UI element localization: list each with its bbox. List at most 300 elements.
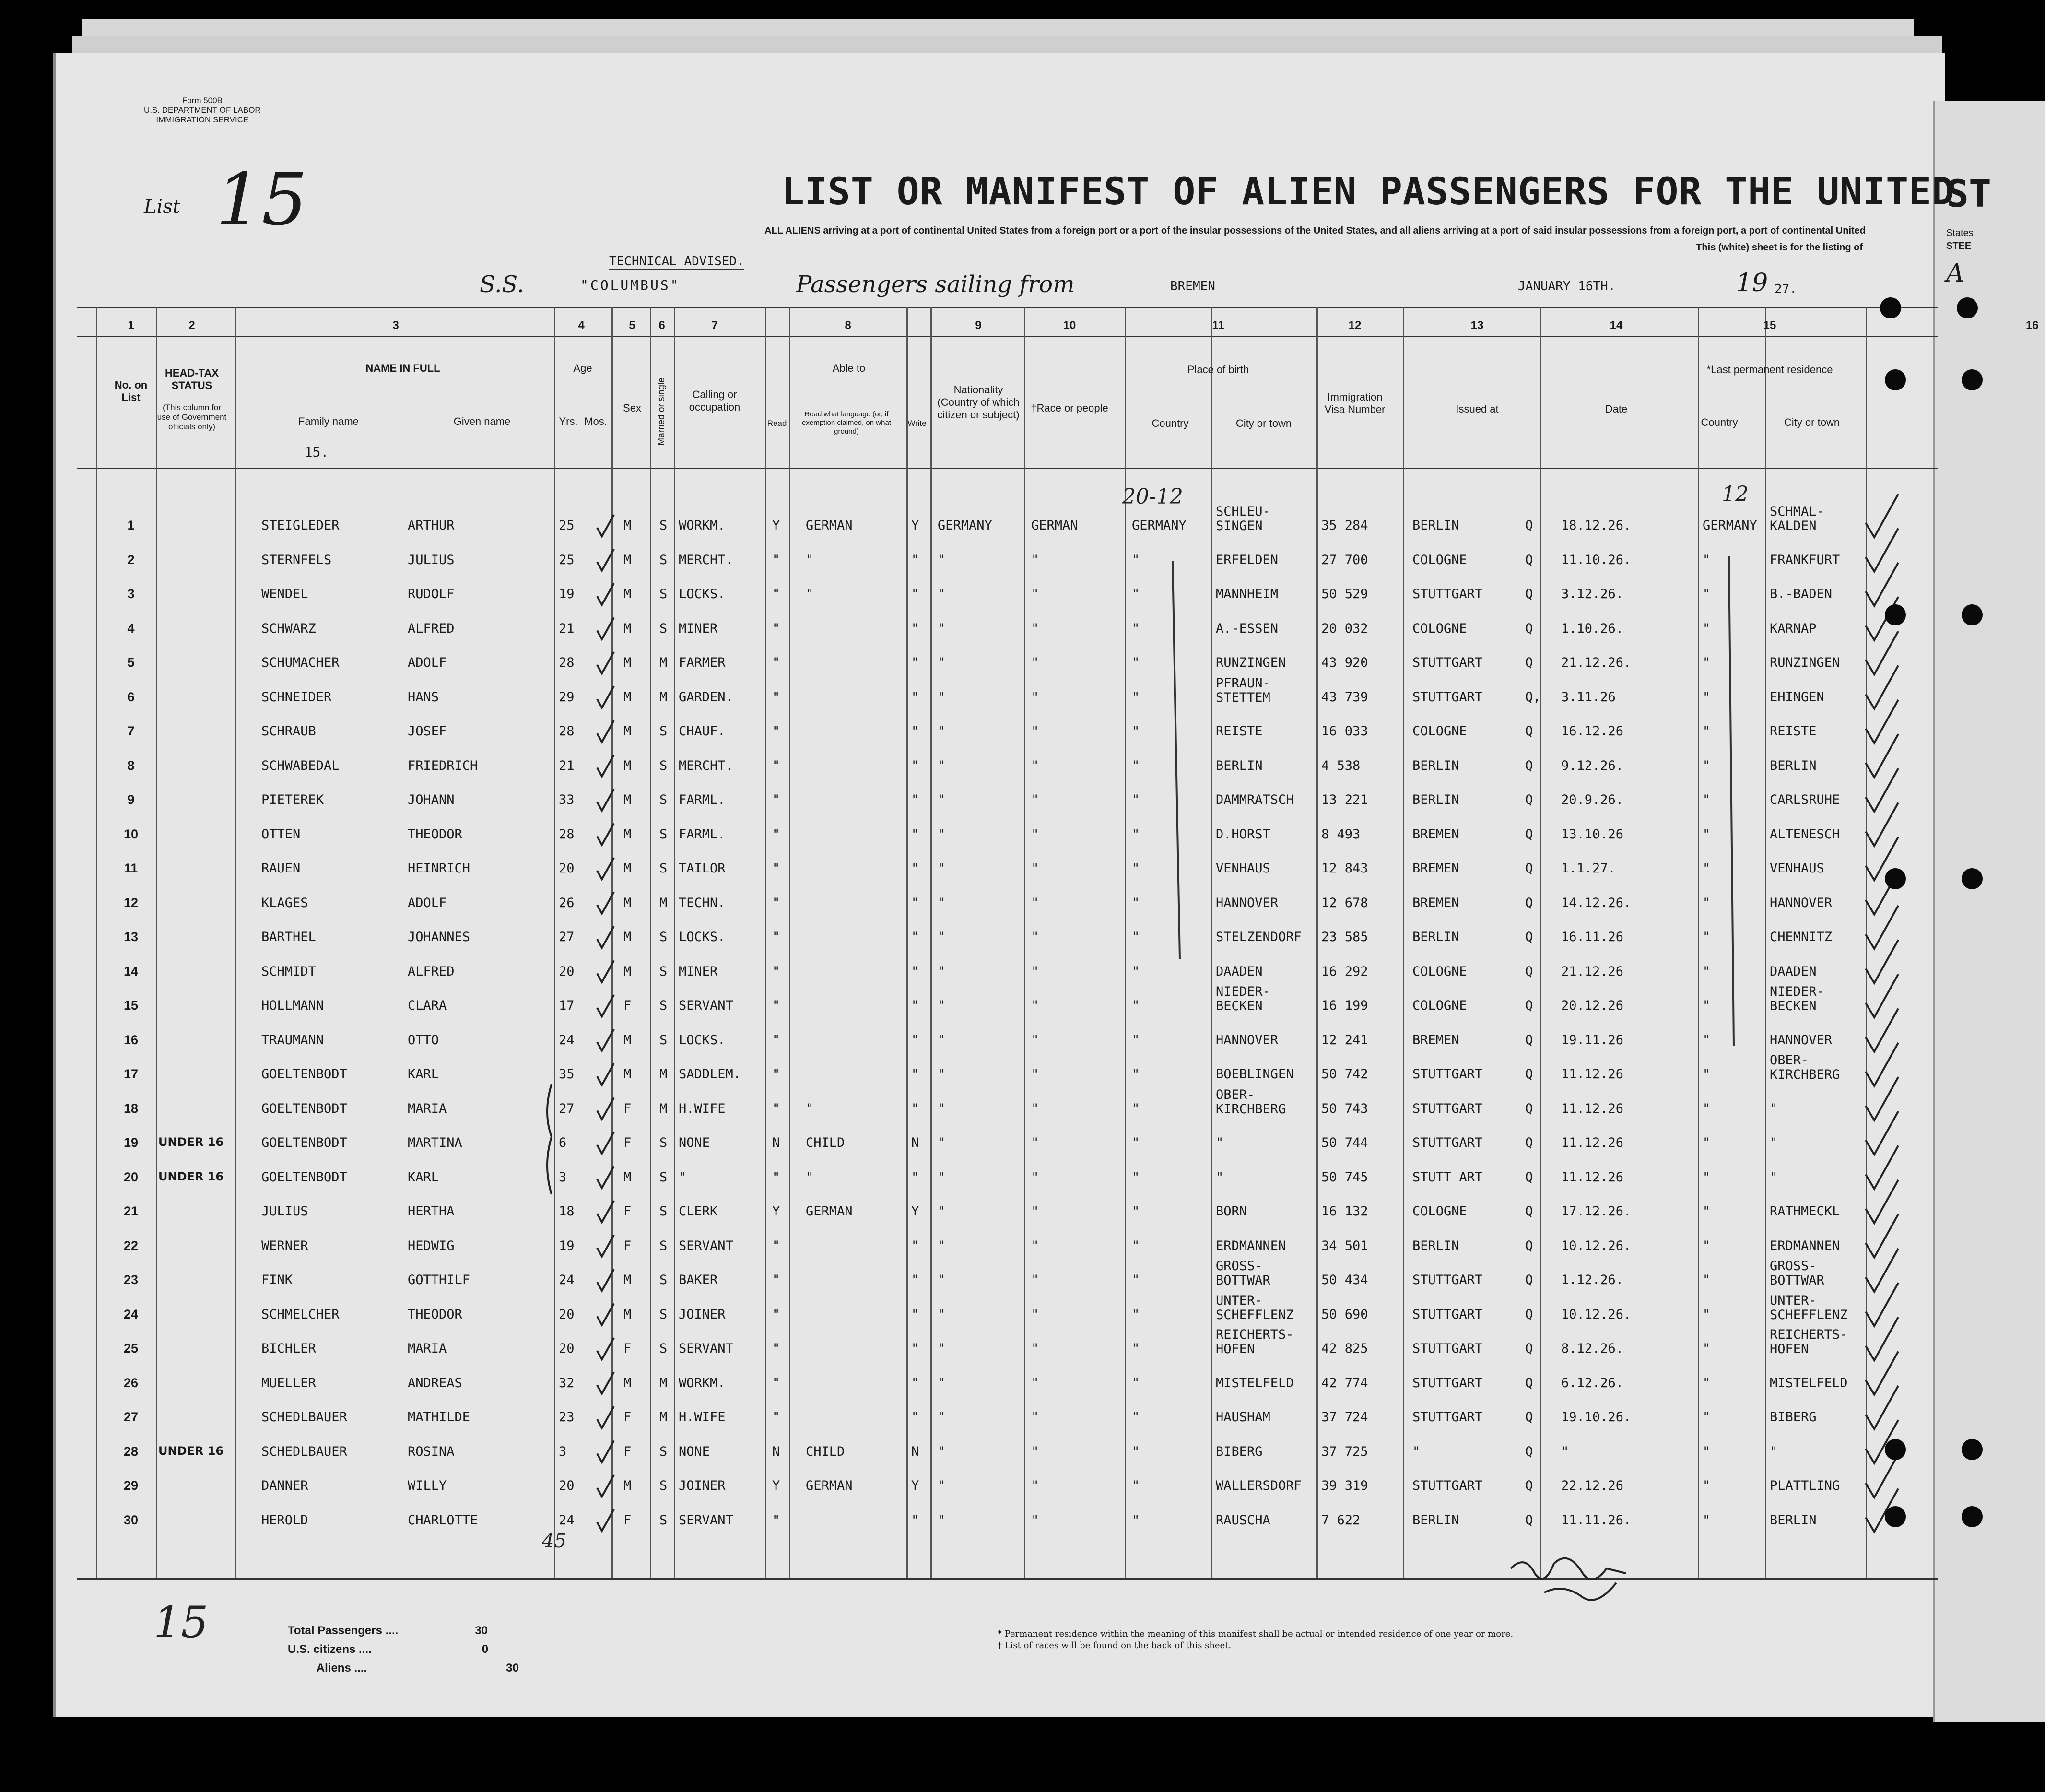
visa-date: 21.12.26. — [1561, 655, 1632, 670]
department: U.S. DEPARTMENT OF LABOR — [144, 106, 261, 115]
race: " — [1031, 964, 1039, 979]
visa-date: 1.1.27. — [1561, 861, 1616, 876]
marital-status: M — [659, 689, 668, 705]
visa-class: Q, — [1525, 689, 1541, 705]
birth-city: BORN — [1216, 1204, 1247, 1219]
given-name: ROSINA — [408, 1444, 455, 1459]
table-row — [0, 1410, 2045, 1444]
residence-city: GROSS- BOTTWAR — [1770, 1259, 1824, 1288]
table-row — [0, 792, 2045, 827]
table-row — [0, 1327, 2045, 1376]
family-name: GOELTENBODT — [261, 1101, 347, 1116]
adjacent-title-fragment: ST — [1946, 173, 1991, 216]
age-years: 3 — [559, 1444, 567, 1459]
sex: M — [623, 1169, 632, 1185]
nationality: " — [938, 1444, 946, 1459]
sex: M — [623, 552, 632, 567]
hdr-birth-city: City or town — [1235, 417, 1292, 429]
visa-class: Q — [1525, 655, 1533, 670]
residence-country: " — [1703, 1135, 1711, 1150]
row-number: 5 — [127, 655, 135, 670]
visa-date: 3.11.26 — [1561, 689, 1616, 705]
table-row — [0, 1478, 2045, 1513]
occupation: MINER — [679, 621, 718, 636]
visa-number: 43 920 — [1321, 655, 1368, 670]
nationality: " — [938, 1273, 946, 1287]
row-number: 18 — [123, 1101, 139, 1116]
birth-country: " — [1132, 792, 1140, 807]
visa-date: " — [1561, 1444, 1569, 1459]
sex: M — [623, 1273, 632, 1287]
marital-status: S — [659, 1512, 668, 1528]
row-number: 23 — [123, 1273, 139, 1287]
visa-date: 8.12.26. — [1561, 1341, 1624, 1356]
adjacent-line2: STEE — [1946, 241, 1972, 251]
occupation: FARML. — [679, 826, 726, 842]
sex: F — [623, 1238, 632, 1253]
visa-number: 37 725 — [1321, 1444, 1368, 1459]
birth-city: GROSS- BOTTWAR — [1216, 1259, 1270, 1288]
race: " — [1031, 1444, 1039, 1459]
visa-number: 16 132 — [1321, 1204, 1368, 1219]
race: " — [1031, 1375, 1039, 1391]
visa-date: 18.12.26. — [1561, 518, 1632, 533]
marital-status: M — [659, 1067, 668, 1082]
given-name: MARIA — [408, 1341, 447, 1356]
visa-date: 11.12.26 — [1561, 1169, 1624, 1185]
column-number: 8 — [845, 319, 851, 332]
row-number: 16 — [123, 1032, 139, 1047]
birth-country: " — [1132, 552, 1140, 567]
visa-date: 20.9.26. — [1561, 792, 1624, 807]
hdr-issued-at: Issued at — [1456, 403, 1499, 415]
age-years: 28 — [559, 724, 575, 739]
age-years: 35 — [559, 1067, 575, 1082]
residence-city: VENHAUS — [1770, 861, 1824, 876]
birth-country: " — [1132, 1169, 1140, 1185]
occupation: SERVANT — [679, 1341, 733, 1356]
hdr-res-country: Country — [1701, 416, 1738, 428]
marital-status: S — [659, 621, 668, 636]
row-number: 12 — [123, 895, 139, 910]
aliens-value: 30 — [506, 1662, 519, 1674]
visa-number: 16 292 — [1321, 964, 1368, 979]
race: " — [1031, 758, 1039, 773]
occupation: FARML. — [679, 792, 726, 807]
residence-country: " — [1703, 1341, 1711, 1356]
table-row — [0, 724, 2045, 758]
can-write: " — [911, 1101, 919, 1116]
visa-issued-at: BERLIN — [1412, 930, 1459, 944]
visa-issued-at: BERLIN — [1412, 758, 1459, 773]
handwritten-age-note: 45 — [542, 1530, 566, 1552]
sex: M — [623, 964, 632, 979]
age-years: 29 — [559, 689, 575, 705]
sex: M — [623, 930, 632, 944]
visa-number: 8 493 — [1321, 826, 1361, 842]
residence-country: " — [1703, 758, 1711, 773]
can-read: " — [772, 1238, 780, 1253]
birth-city: ERDMANNEN — [1216, 1238, 1286, 1253]
race: " — [1031, 655, 1039, 670]
table-row — [0, 984, 2045, 1033]
residence-city: NIEDER- BECKEN — [1770, 984, 1824, 1014]
punch-hole — [1885, 1439, 1906, 1460]
birth-country: " — [1132, 1238, 1140, 1253]
nationality: " — [938, 1307, 946, 1322]
read-language: CHILD — [806, 1135, 845, 1150]
sex: F — [623, 1101, 632, 1116]
visa-issued-at: COLOGNE — [1412, 1204, 1467, 1219]
visa-number: 4 538 — [1321, 758, 1361, 773]
hdr-calling: Calling or occupation — [689, 389, 740, 413]
residence-city: BERLIN — [1770, 1512, 1817, 1528]
visa-class: Q — [1525, 895, 1533, 910]
given-name: JOHANN — [408, 792, 455, 807]
occupation: NONE — [679, 1444, 710, 1459]
residence-country: " — [1703, 1238, 1711, 1253]
birth-city: RAUSCHA — [1216, 1512, 1270, 1528]
nationality: " — [938, 998, 946, 1013]
can-write: Y — [911, 1478, 919, 1493]
visa-issued-at: COLOGNE — [1412, 552, 1467, 567]
sex: M — [623, 1067, 632, 1082]
marital-status: S — [659, 1238, 668, 1253]
us-citizens-value: 0 — [482, 1643, 489, 1656]
race: " — [1031, 1169, 1039, 1185]
row-number: 7 — [127, 724, 135, 738]
head-tax-status: UNDER 16 — [158, 1169, 224, 1183]
ship-note: TECHNICAL ADVISED. — [609, 254, 744, 270]
age-years: 21 — [559, 758, 575, 773]
visa-date: 22.12.26 — [1561, 1478, 1624, 1493]
visa-class: Q — [1525, 1307, 1533, 1322]
sex: M — [623, 895, 632, 910]
marital-status: S — [659, 1135, 668, 1150]
birth-country: " — [1132, 1375, 1140, 1391]
birth-country: " — [1132, 895, 1140, 910]
sex: M — [623, 758, 632, 773]
residence-country: " — [1703, 1273, 1711, 1287]
row-number: 9 — [127, 792, 135, 807]
residence-city: UNTER- SCHEFFLENZ — [1770, 1293, 1848, 1322]
race: " — [1031, 826, 1039, 842]
birth-city: HANNOVER — [1216, 1032, 1279, 1048]
birth-country: " — [1132, 1410, 1140, 1425]
column-number: 2 — [188, 319, 195, 332]
row-number: 25 — [123, 1341, 139, 1356]
occupation: CHAUF. — [679, 724, 726, 739]
occupation: MERCHT. — [679, 552, 733, 567]
hdr-age: Age — [573, 362, 592, 374]
visa-issued-at: STUTTGART — [1412, 1067, 1483, 1082]
sex: M — [623, 861, 632, 876]
age-years: 6 — [559, 1135, 567, 1150]
visa-date: 20.12.26 — [1561, 998, 1624, 1013]
age-years: 28 — [559, 655, 575, 670]
subtitle-line1: ALL ALIENS arriving at a port of continental United States from a foreign port or a port of the insular possessions of the United States, and all aliens arriving at a port of said insular possessions from a foreign port, a port of continental United — [764, 225, 1866, 236]
birth-city: HANNOVER — [1216, 895, 1279, 910]
residence-country: " — [1703, 861, 1711, 876]
can-read: " — [772, 587, 780, 601]
sex: M — [623, 1032, 632, 1048]
birth-country: " — [1132, 1273, 1140, 1287]
marital-status: S — [659, 930, 668, 944]
race: " — [1031, 1307, 1039, 1322]
punch-hole — [1880, 297, 1901, 318]
read-language: " — [806, 587, 814, 601]
can-write: " — [911, 1032, 919, 1048]
birth-city: SCHLEU- SINGEN — [1216, 504, 1270, 533]
nationality: " — [938, 587, 946, 601]
visa-date: 19.10.26. — [1561, 1410, 1632, 1425]
can-write: " — [911, 1067, 919, 1082]
residence-city: BIBERG — [1770, 1410, 1817, 1425]
column-number: 5 — [629, 319, 635, 332]
age-years: 24 — [559, 1512, 575, 1528]
given-name: ANDREAS — [408, 1375, 462, 1391]
race: " — [1031, 689, 1039, 705]
birth-city: RUNZINGEN — [1216, 655, 1286, 670]
visa-class: Q — [1525, 1032, 1533, 1048]
race: " — [1031, 1478, 1039, 1493]
handwritten-birth-note: 20-12 — [1122, 484, 1183, 509]
given-name: JULIUS — [408, 552, 455, 567]
nationality: " — [938, 1135, 946, 1150]
hdr-res-city: City or town — [1784, 416, 1840, 428]
can-write: N — [911, 1444, 919, 1459]
row-number: 3 — [127, 587, 135, 601]
row-number: 26 — [123, 1375, 139, 1390]
family-name: RAUEN — [261, 861, 301, 876]
occupation: LOCKS. — [679, 1032, 726, 1048]
marital-status: M — [659, 1375, 668, 1391]
visa-date: 16.12.26 — [1561, 724, 1624, 739]
visa-number: 50 743 — [1321, 1101, 1368, 1116]
visa-issued-at: STUTTGART — [1412, 689, 1483, 705]
marital-status: S — [659, 1204, 668, 1219]
can-write: " — [911, 1512, 919, 1528]
can-read: " — [772, 861, 780, 876]
age-years: 24 — [559, 1273, 575, 1287]
family-name: OTTEN — [261, 826, 301, 842]
table-row — [0, 1204, 2045, 1238]
can-read: " — [772, 1169, 780, 1185]
table-row — [0, 758, 2045, 793]
residence-city: OBER- KIRCHBERG — [1770, 1053, 1840, 1082]
visa-issued-at: BREMEN — [1412, 1032, 1459, 1048]
nationality: " — [938, 689, 946, 705]
row-number: 4 — [127, 621, 135, 636]
race: " — [1031, 1032, 1039, 1048]
race: " — [1031, 1341, 1039, 1356]
family-name: PIETEREK — [261, 792, 324, 807]
nationality: " — [938, 1067, 946, 1082]
sailing-label: Passengers sailing from — [796, 271, 1075, 298]
visa-issued-at: BERLIN — [1412, 1238, 1459, 1253]
age-years: 20 — [559, 1341, 575, 1356]
family-name: STERNFELS — [261, 552, 332, 567]
can-read: " — [772, 552, 780, 567]
punch-hole — [1962, 868, 1983, 889]
visa-class: Q — [1525, 1169, 1533, 1185]
given-name: JOHANNES — [408, 930, 470, 944]
hdr-date: Date — [1605, 403, 1628, 415]
total-passengers-label: Total Passengers — [288, 1624, 382, 1637]
birth-city: DAADEN — [1216, 964, 1263, 979]
residence-country: " — [1703, 587, 1711, 601]
family-name: STEIGLEDER — [261, 518, 340, 533]
column-number: 14 — [1610, 319, 1623, 332]
service: IMMIGRATION SERVICE — [156, 115, 249, 124]
family-name: HEROLD — [261, 1512, 308, 1528]
residence-city: MISTELFELD — [1770, 1375, 1848, 1391]
family-name: BICHLER — [261, 1341, 316, 1356]
can-write: " — [911, 1375, 919, 1391]
residence-country: " — [1703, 1101, 1711, 1116]
nationality: " — [938, 1375, 946, 1391]
visa-date: 1.12.26. — [1561, 1273, 1624, 1287]
sex: F — [623, 1204, 632, 1219]
race: " — [1031, 792, 1039, 807]
column-number: 7 — [711, 319, 718, 332]
visa-issued-at: STUTTGART — [1412, 1341, 1483, 1356]
visa-class: Q — [1525, 724, 1533, 739]
race: " — [1031, 1273, 1039, 1287]
nationality: GERMANY — [938, 518, 992, 533]
residence-country: " — [1703, 1169, 1711, 1185]
nationality: " — [938, 1169, 946, 1185]
can-write: " — [911, 1169, 919, 1185]
birth-country: GERMANY — [1132, 518, 1187, 533]
port: BREMEN — [1170, 279, 1215, 294]
race: " — [1031, 1101, 1039, 1116]
visa-date: 11.12.26 — [1561, 1101, 1624, 1116]
family-name: SCHMELCHER — [261, 1307, 340, 1322]
given-name: KARL — [408, 1067, 439, 1082]
us-citizens-label: U.S. citizens — [288, 1643, 356, 1656]
given-name: MARTINA — [408, 1135, 462, 1150]
visa-number: 12 678 — [1321, 895, 1368, 910]
residence-country: " — [1703, 998, 1711, 1013]
residence-city: RUNZINGEN — [1770, 655, 1840, 670]
marital-status: S — [659, 1478, 668, 1493]
can-write: " — [911, 758, 919, 773]
visa-number: 16 199 — [1321, 998, 1368, 1013]
can-write: " — [911, 1307, 919, 1322]
occupation: SERVANT — [679, 998, 733, 1013]
column-number: 15 — [1763, 319, 1776, 332]
age-years: 33 — [559, 792, 575, 807]
aliens-row: Aliens .... 30 — [316, 1662, 519, 1674]
list-label: List — [144, 196, 180, 218]
occupation: JOINER — [679, 1478, 726, 1493]
can-write: " — [911, 895, 919, 910]
residence-country: " — [1703, 552, 1711, 567]
visa-date: 11.10.26. — [1561, 552, 1632, 567]
visa-date: 11.12.26 — [1561, 1135, 1624, 1150]
birth-city: VENHAUS — [1216, 861, 1270, 876]
birth-country: " — [1132, 826, 1140, 842]
marital-status: S — [659, 724, 668, 739]
marital-status: M — [659, 895, 668, 910]
visa-class: Q — [1525, 826, 1533, 842]
residence-city: BERLIN — [1770, 758, 1817, 773]
nationality: " — [938, 1341, 946, 1356]
age-years: 23 — [559, 1410, 575, 1425]
can-read: " — [772, 1032, 780, 1048]
family-name: BARTHEL — [261, 930, 316, 944]
can-read: " — [772, 655, 780, 670]
age-years: 26 — [559, 895, 575, 910]
occupation: MERCHT. — [679, 758, 733, 773]
sex: F — [623, 998, 632, 1013]
visa-class: Q — [1525, 964, 1533, 979]
sex: M — [623, 621, 632, 636]
visa-class: Q — [1525, 552, 1533, 567]
race: " — [1031, 861, 1039, 876]
hdr-headtax: HEAD-TAX STATUS — [165, 367, 219, 391]
visa-class: Q — [1525, 1273, 1533, 1287]
given-name: ARTHUR — [408, 518, 455, 533]
table-row — [0, 675, 2045, 724]
can-read: " — [772, 689, 780, 705]
marital-status: S — [659, 1169, 668, 1185]
marital-status: S — [659, 998, 668, 1013]
family-name: FINK — [261, 1273, 293, 1287]
family-name: SCHUMACHER — [261, 655, 340, 670]
birth-country: " — [1132, 998, 1140, 1013]
marital-status: S — [659, 552, 668, 567]
occupation: JOINER — [679, 1307, 726, 1322]
given-name: CLARA — [408, 998, 447, 1013]
visa-number: 23 585 — [1321, 930, 1368, 944]
birth-country: " — [1132, 1204, 1140, 1219]
age-years: 20 — [559, 1307, 575, 1322]
residence-city: CHEMNITZ — [1770, 930, 1833, 944]
visa-issued-at: COLOGNE — [1412, 998, 1467, 1013]
hdr-name-in-full: NAME IN FULL — [365, 362, 440, 374]
table-row — [0, 1033, 2045, 1067]
visa-number: 50 434 — [1321, 1273, 1368, 1287]
sex: F — [623, 1410, 632, 1425]
visa-number: 35 284 — [1321, 518, 1368, 533]
visa-number: 50 529 — [1321, 587, 1368, 601]
occupation: FARMER — [679, 655, 726, 670]
given-name: OTTO — [408, 1032, 439, 1048]
occupation: MINER — [679, 964, 718, 979]
hdr-place-of-birth: Place of birth — [1187, 364, 1249, 376]
can-read: " — [772, 792, 780, 807]
occupation: CLERK — [679, 1204, 718, 1219]
marital-status: S — [659, 518, 668, 533]
nationality: " — [938, 930, 946, 944]
sex: F — [623, 1444, 632, 1459]
ship-name: "COLUMBUS" — [580, 277, 681, 293]
can-write: " — [911, 689, 919, 705]
residence-city: EHINGEN — [1770, 689, 1824, 705]
birth-city: MANNHEIM — [1216, 587, 1279, 601]
adjacent-line1: States — [1946, 228, 1974, 238]
hdr-last-residence: *Last permanent residence — [1706, 364, 1833, 376]
visa-issued-at: BERLIN — [1412, 792, 1459, 807]
birth-country: " — [1132, 587, 1140, 601]
visa-issued-at: COLOGNE — [1412, 621, 1467, 636]
visa-number: 50 745 — [1321, 1169, 1368, 1185]
nationality: " — [938, 895, 946, 910]
punch-hole — [1962, 1506, 1983, 1527]
marital-status: S — [659, 1341, 668, 1356]
